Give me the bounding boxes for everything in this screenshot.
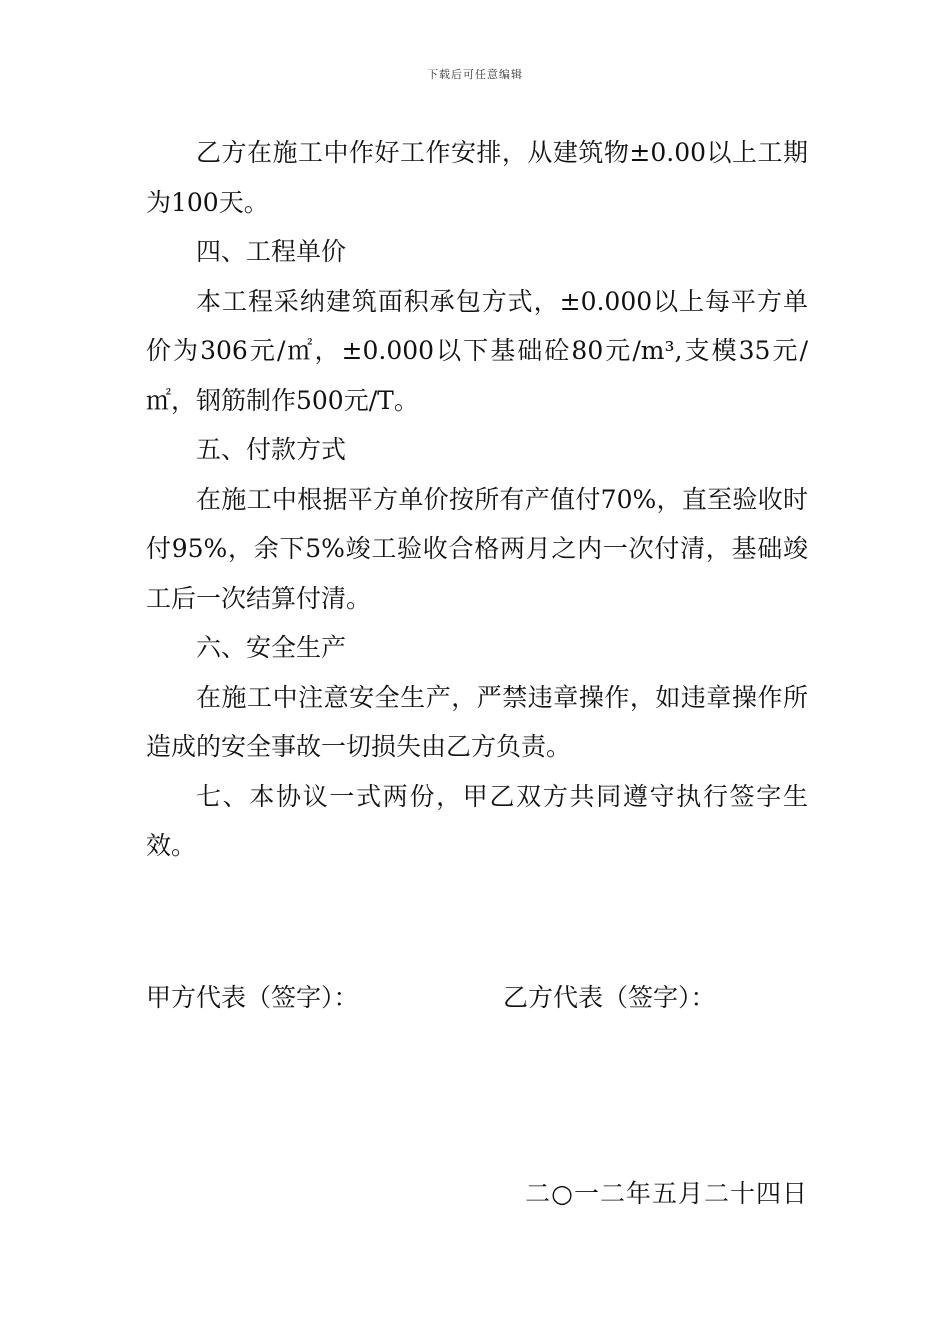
page-header: 下载后可任意编辑	[427, 68, 523, 81]
party-a-signature-label: 甲方代表（签字）：	[146, 983, 359, 1012]
document-body	[146, 128, 808, 871]
heading-unit-price: 四、工程单价	[196, 237, 347, 266]
party-b-signature-label: 乙方代表（签字）：	[503, 983, 716, 1012]
signing-date: 二○一二年五月二十四日	[525, 1179, 808, 1208]
paragraph-safety: 在施工中注意安全生产，严禁违章操作，如违章操作所造成的安全事故一切损失由乙方负责。	[146, 682, 808, 761]
paragraph-payment: 在施工中根据平方单价按所有产值付70%，直至验收时付95%，余下5%竣工验收合格两月之内一次付清，基础竣工后一次结算付清。	[146, 484, 808, 613]
paragraph-unit-price: 本工程采纳建筑面积承包方式，±0.000以上每平方单价为306元/㎡，±0.000以下基础砼80元/m³,支模35元/㎡，钢筋制作500元/T。	[146, 286, 808, 415]
heading-safety: 六、安全生产	[196, 633, 347, 662]
paragraph-schedule: 乙方在施工中作好工作安排，从建筑物±0.00以上工期为100天。	[146, 138, 808, 217]
paragraph-copies: 七、本协议一式两份，甲乙双方共同遵守执行签字生效。	[146, 781, 808, 860]
heading-payment: 五、付款方式	[196, 435, 347, 464]
